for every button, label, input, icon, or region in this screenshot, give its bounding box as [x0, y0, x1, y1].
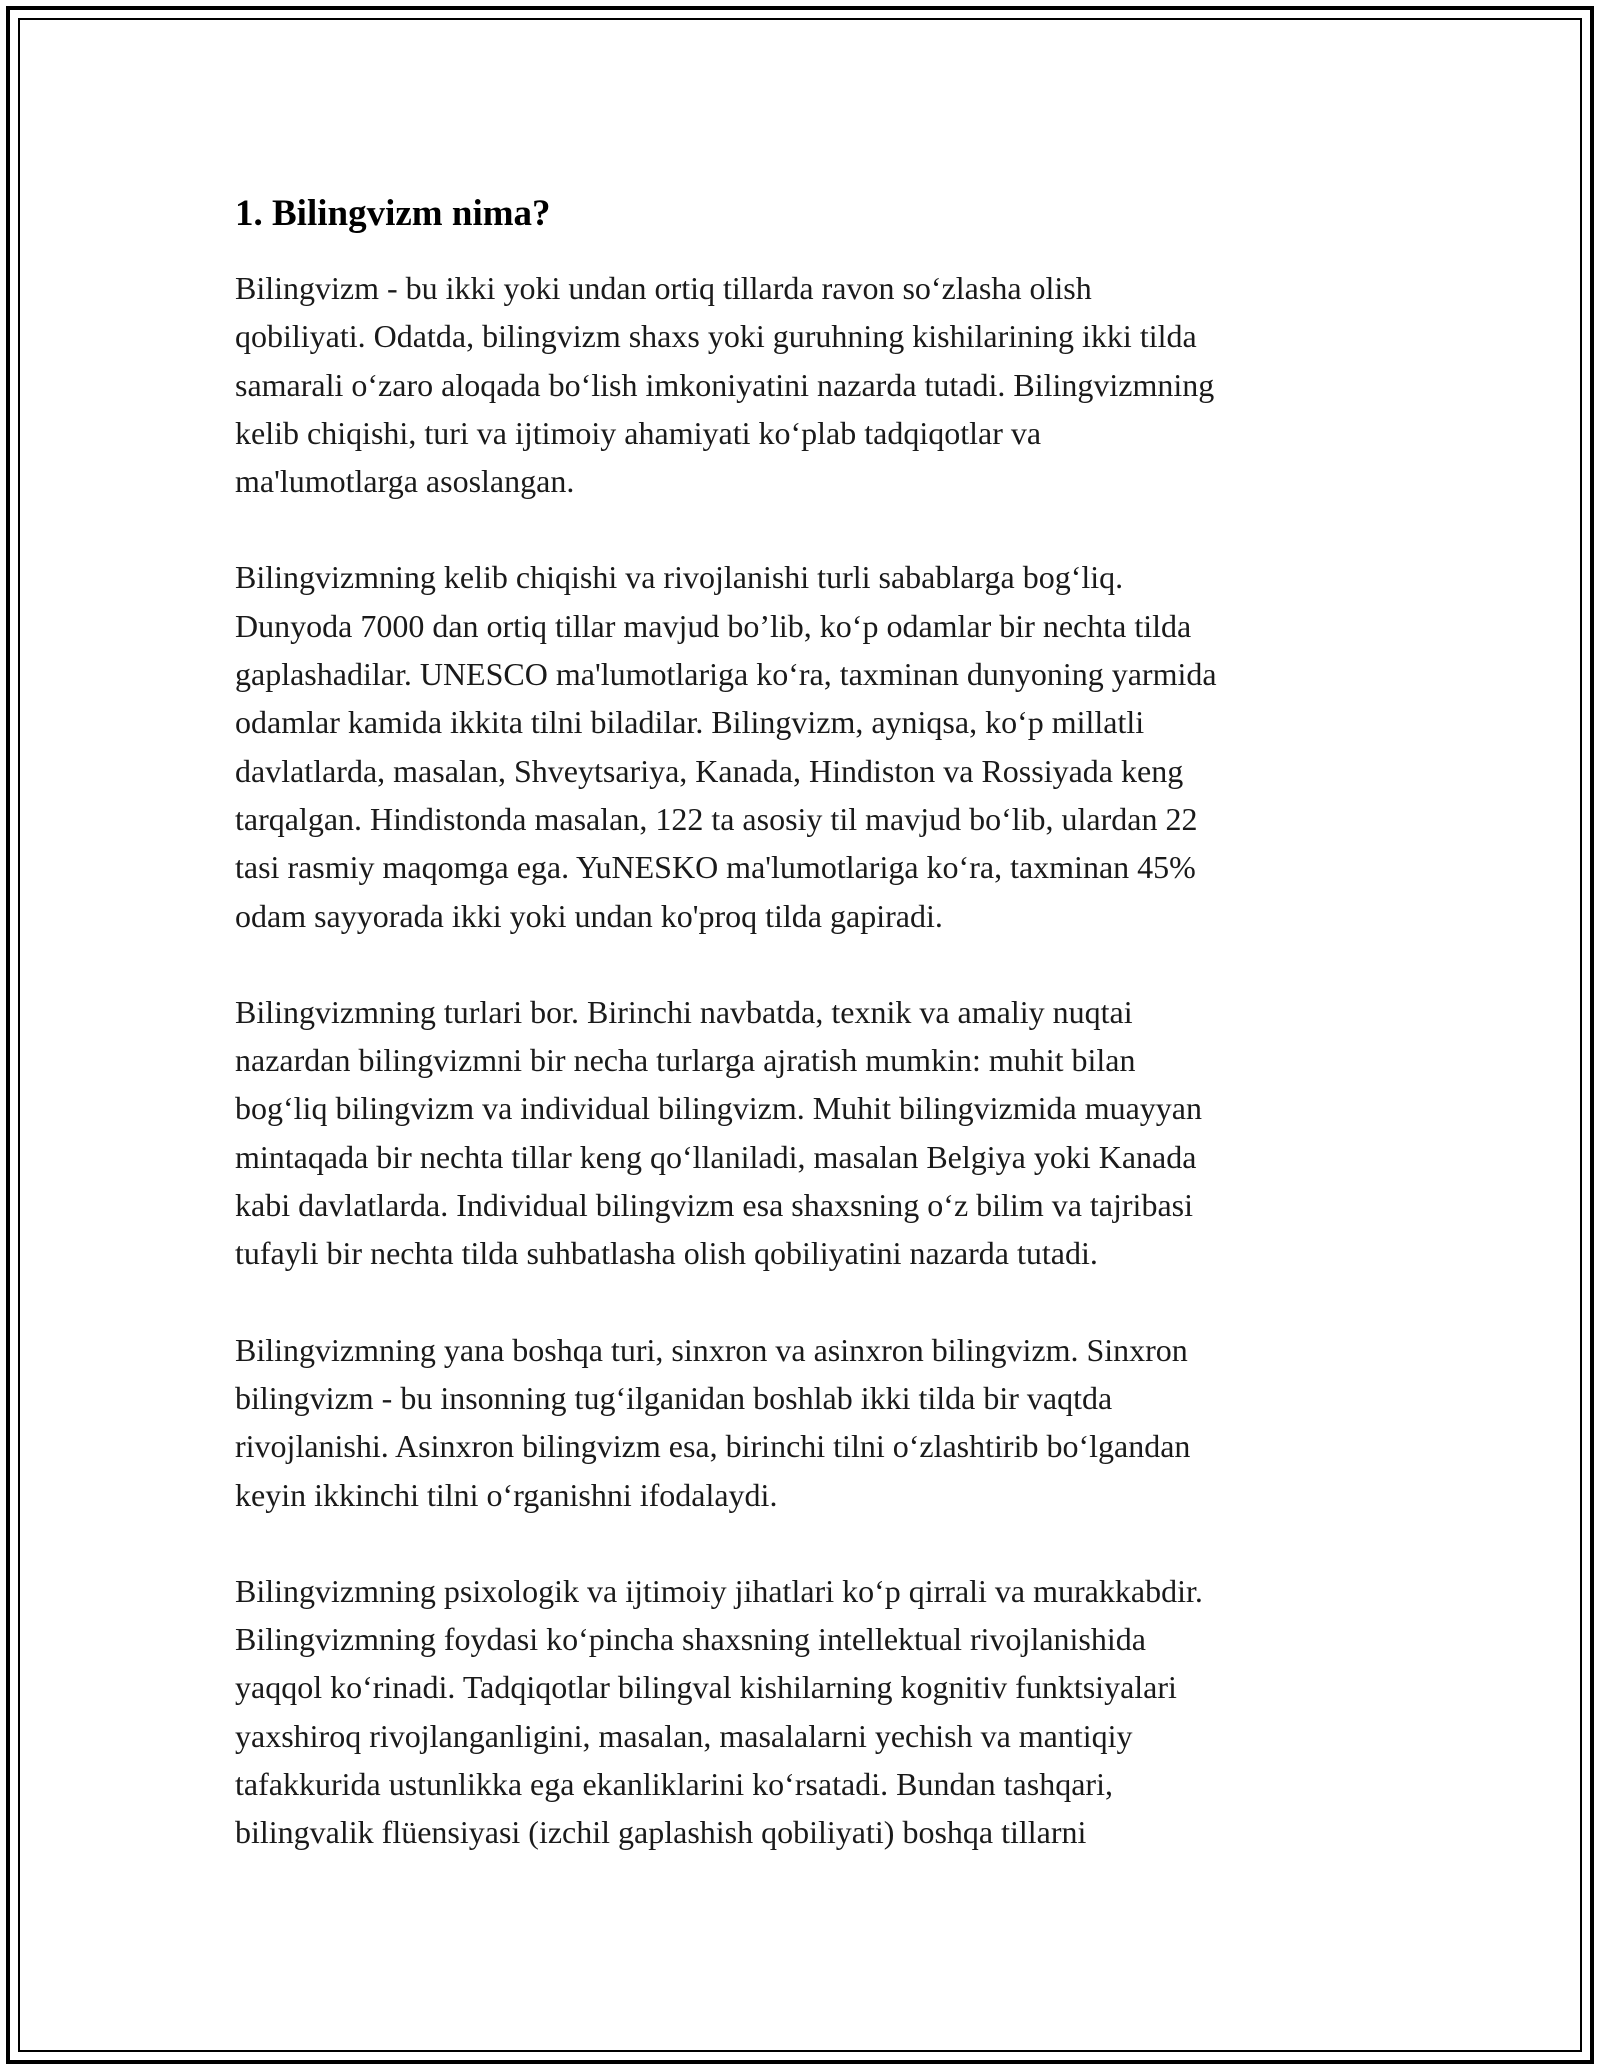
text-line: yaqqol ko‘rinadi. Tadqiqotlar bilingval kishilarning kognitiv funktsiyalari	[235, 1669, 1177, 1706]
text-line: bilingvalik flüensiyasi (izchil gaplashish qobiliyati) boshqa tillarni	[235, 1814, 1087, 1851]
text-line: Dunyoda 7000 dan ortiq tillar mavjud bo’lib, ko‘p odamlar bir nechta tilda	[235, 607, 1192, 644]
text-line: gaplashadilar. UNESCO ma'lumotlariga ko‘ra, taxminan dunyoning yarmida	[235, 656, 1217, 693]
text-line: nazardan bilingvizmni bir necha turlarga ajratish mumkin: muhit bilan	[235, 1042, 1136, 1079]
document-body	[235, 190, 1385, 1905]
text-line: tafakkurida ustunlikka ega ekanliklarini ko‘rsatadi. Bundan tashqari,	[235, 1766, 1113, 1803]
text-line: yaxshiroq rivojlanganligini, masalan, masalalarni yechish va mantiqiy	[235, 1717, 1133, 1754]
text-line: kabi davlatlarda. Individual bilingvizm esa shaxsning o‘z bilim va tajribasi	[235, 1187, 1193, 1224]
paragraph-3	[235, 988, 1385, 1278]
text-line: davlatlarda, masalan, Shveytsariya, Kanada, Hindiston va Rossiyada keng	[235, 752, 1184, 789]
text-line: Bilingvizmning psixologik va ijtimoiy jihatlari ko‘p qirrali va murakkabdir.	[235, 1572, 1203, 1609]
text-line: bog‘liq bilingvizm va individual bilingvizm. Muhit bilingvizmida muayyan	[235, 1090, 1202, 1127]
text-line: odam sayyorada ikki yoki undan ko'proq tilda gapiradi.	[235, 897, 943, 934]
text-line: kelib chiqishi, turi va ijtimoiy ahamiyati ko‘plab tadqiqotlar va	[235, 414, 1042, 451]
paragraph-4	[235, 1326, 1385, 1519]
paragraph-5	[235, 1567, 1385, 1857]
text-line: odamlar kamida ikkita tilni biladilar. Bilingvizm, ayniqsa, ko‘p millatli	[235, 704, 1145, 741]
paragraph-1	[235, 264, 1385, 505]
text-line: Bilingvizm - bu ikki yoki undan ortiq tillarda ravon so‘zlasha olish	[235, 270, 1092, 306]
text-line: Bilingvizmning kelib chiqishi va rivojlanishi turli sabablarga bog‘liq.	[235, 559, 1124, 596]
text-line: qobiliyati. Odatda, bilingvizm shaxs yoki guruhning kishilarining ikki tilda	[235, 318, 1197, 355]
paragraph-2	[235, 553, 1385, 939]
text-line: ma'lumotlarga asoslangan.	[235, 463, 575, 500]
text-line: samarali o‘zaro aloqada bo‘lish imkoniyatini nazarda tutadi. Bilingvizmning	[235, 366, 1215, 403]
text-line: bilingvizm - bu insonning tug‘ilganidan boshlab ikki tilda bir vaqtda	[235, 1379, 1113, 1416]
text-line: Bilingvizmning yana boshqa turi, sinxron va asinxron bilingvizm. Sinxron	[235, 1331, 1188, 1368]
text-line: mintaqada bir nechta tillar keng qo‘llaniladi, masalan Belgiya yoki Kanada	[235, 1138, 1197, 1175]
text-line: tasi rasmiy maqomga ega. YuNESKO ma'lumotlariga ko‘ra, taxminan 45%	[235, 849, 1196, 886]
text-line: tarqalgan. Hindistonda masalan, 122 ta asosiy til mavjud bo‘lib, ulardan 22	[235, 800, 1198, 837]
text-line: rivojlanishi. Asinxron bilingvizm esa, birinchi tilni o‘zlashtirib bo‘lgandan	[235, 1428, 1191, 1465]
text-line: keyin ikkinchi tilni o‘rganishni ifodalaydi.	[235, 1476, 778, 1513]
text-line: Bilingvizmning turlari bor. Birinchi navbatda, texnik va amaliy nuqtai	[235, 993, 1133, 1030]
text-line: tufayli bir nechta tilda suhbatlasha olish qobiliyatini nazarda tutadi.	[235, 1235, 1098, 1272]
section-heading: 1. Bilingvizm nima?	[235, 193, 551, 234]
text-line: Bilingvizmning foydasi ko‘pincha shaxsning intellektual rivojlanishida	[235, 1621, 1146, 1658]
